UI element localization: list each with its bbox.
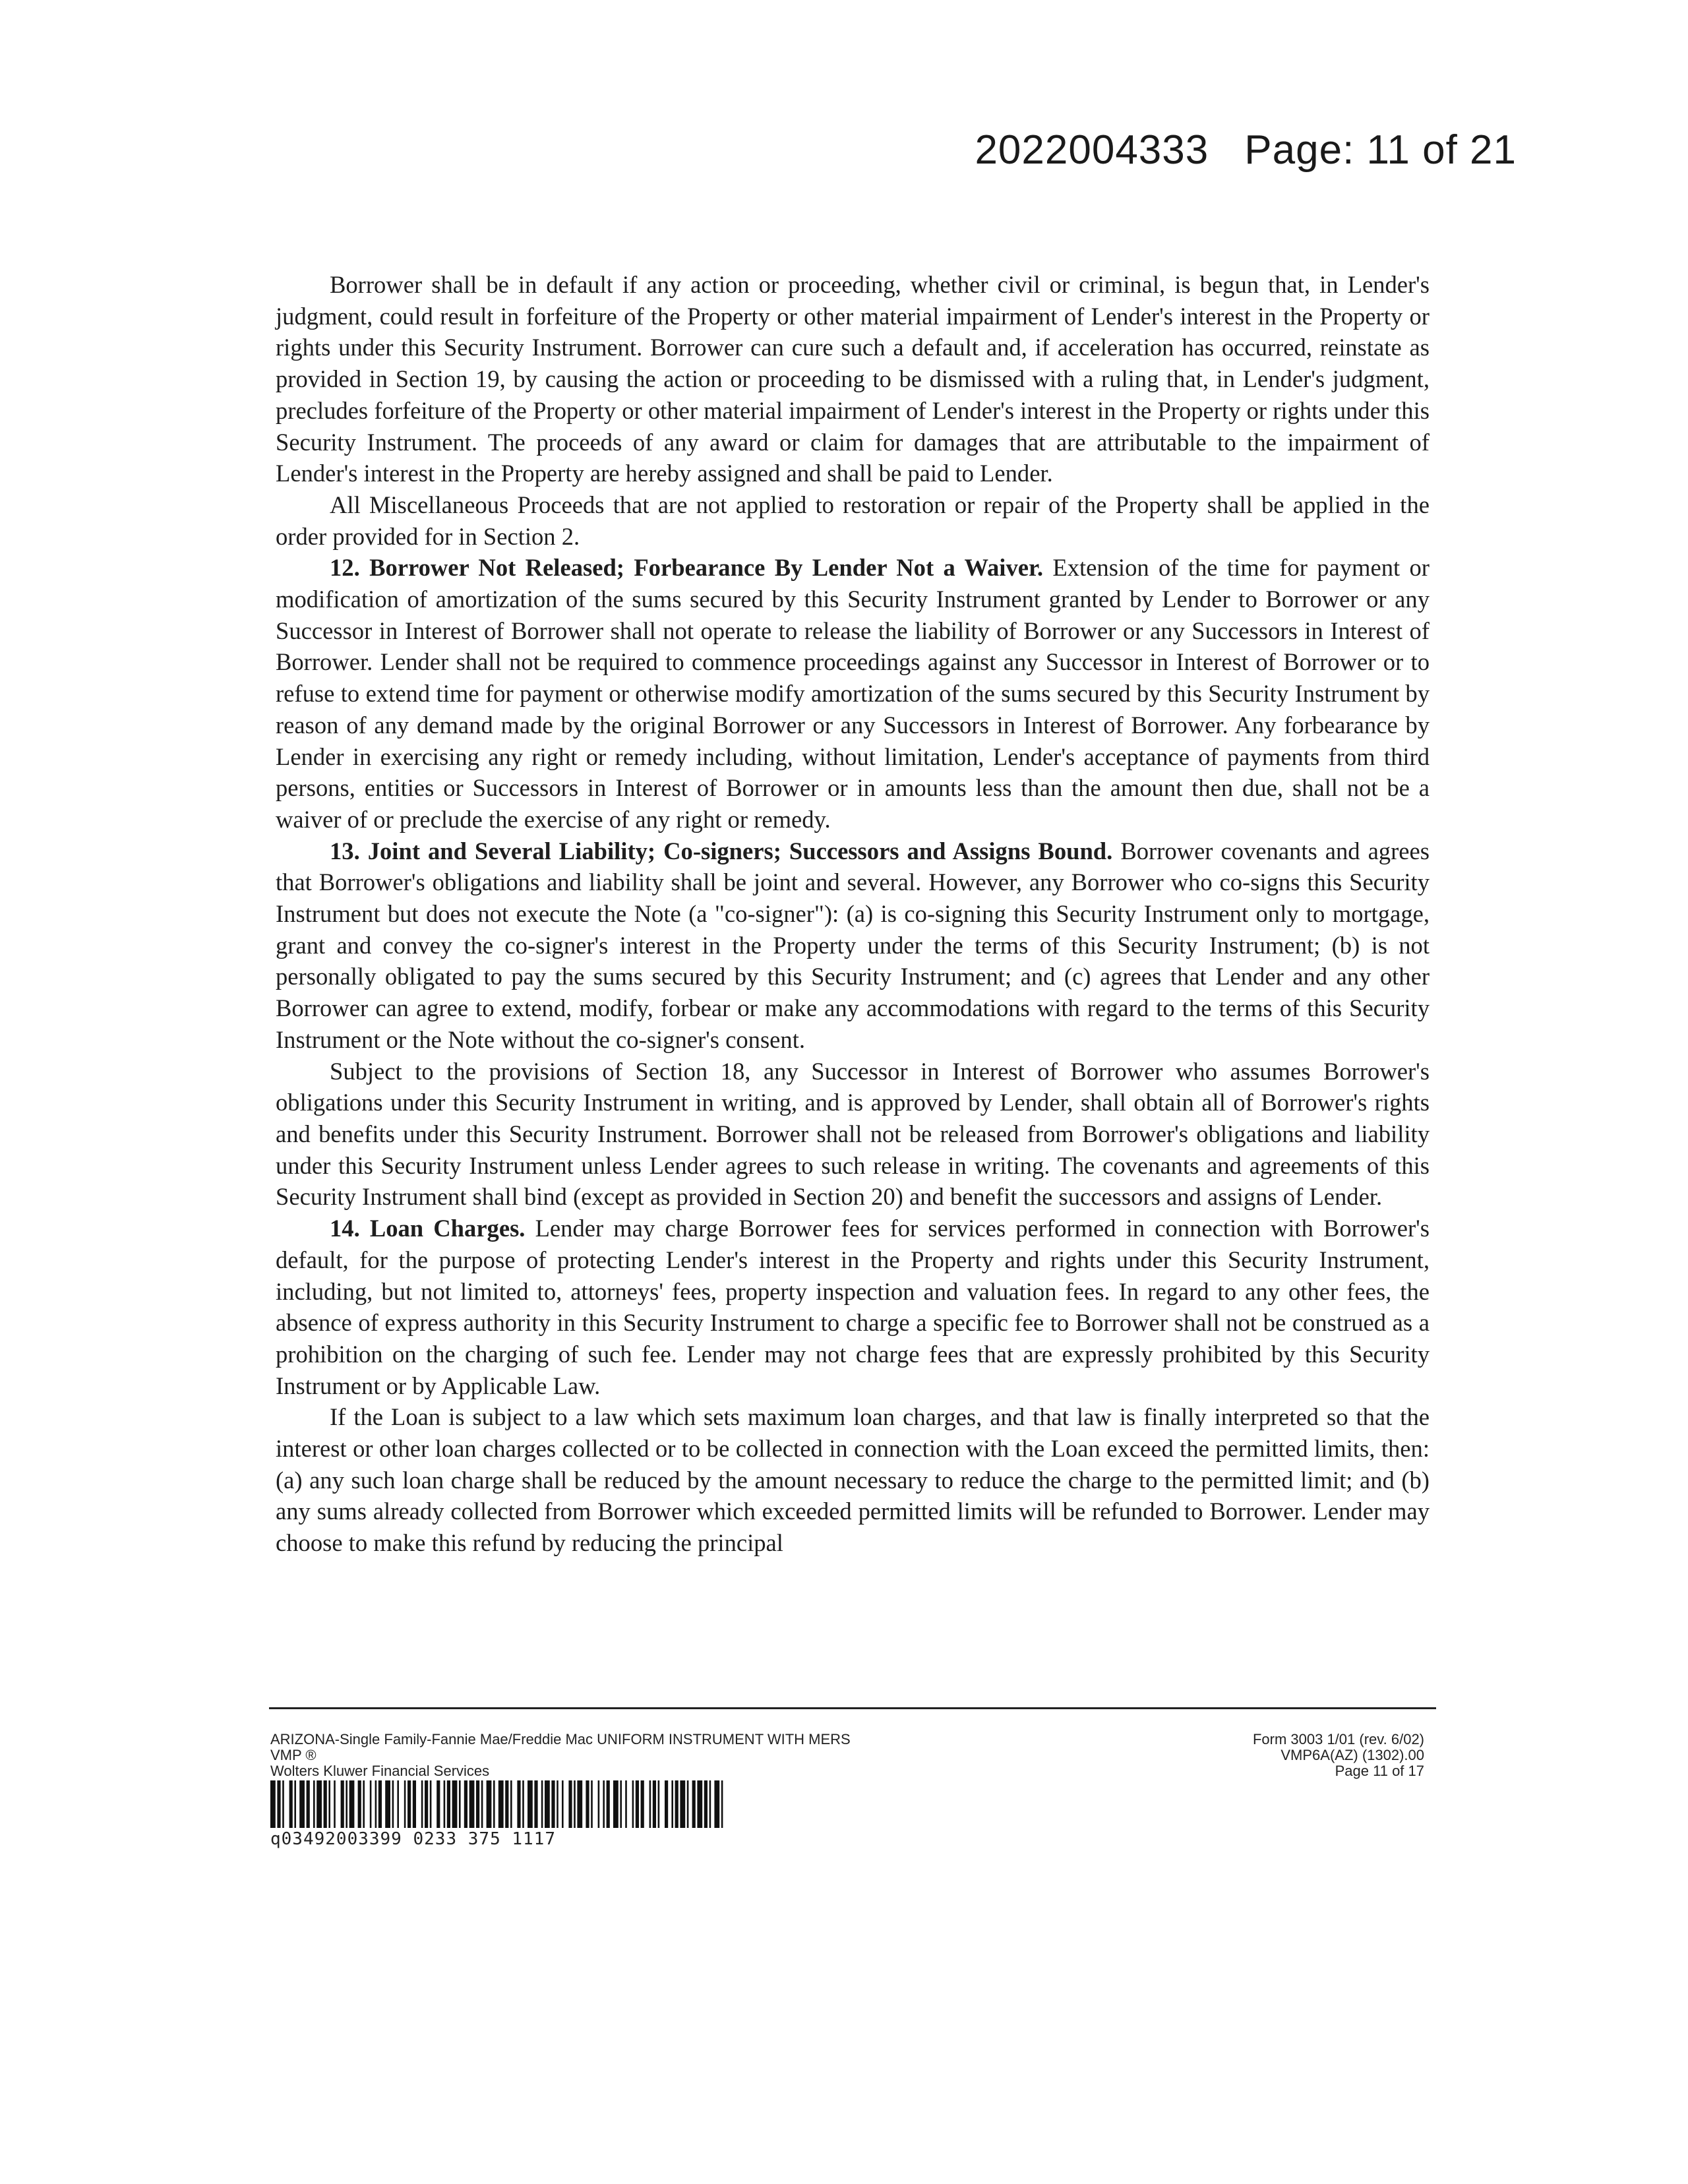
paragraph-text: Subject to the provisions of Section 18, any Successor in Interest of Borrower who assumes Borrower's obligations under this Security Instrument in writing, and is approved by Lender, shall obtain all of Borrower's rights and benefits under this Security Instrument. Borrower shall not be released from Borrower's obligations and liability under this Security Instrument unless Lender agrees to such release in writing. The covenants and agreements of this Security Instrument shall bind (except as provided in Section 20) and benefit the successors and assigns of Lender. — [276, 1057, 1430, 1211]
document-number: 2022004333 — [975, 127, 1209, 173]
barcode-number: q03492003399 0233 375 1117 — [270, 1829, 556, 1849]
form-page-label: Page 11 of 17 — [1335, 1763, 1424, 1779]
recording-header — [975, 127, 1517, 173]
paragraph-text: If the Loan is subject to a law which sets maximum loan charges, and that law is finally interpreted so that the interest or other loan charges collected or to be collected in connection with the Loan exceed the permitted limits, then: (a) any such loan charge shall be reduced by the amount necessary to reduce the charge to the permitted limit; and (b) any sums already collected from Borrower which exceeded permitted limits will be refunded to Borrower. Lender may choose to make this refund by reducing the principal — [276, 1403, 1430, 1557]
vendor-mark: VMP ® — [270, 1747, 316, 1763]
form-code: VMP6A(AZ) (1302).00 — [1281, 1747, 1424, 1763]
paragraph-text: Lender may charge Borrower fees for services performed in connection with Borrower's default, for the purpose of protecting Lender's interest in the Property and rights under this Security Instrument, including, but not limited to, attorneys' fees, property inspection and valuation fees. In regard to any other fees, the absence of express authority in this Security Instrument to charge a specific fee to Borrower shall not be construed as a prohibition on the charging of such fee. Lender may not charge fees that are expressly prohibited by this Security Instrument or by Applicable Law. — [276, 1215, 1430, 1399]
footer-divider — [269, 1707, 1436, 1709]
paragraph — [276, 552, 1430, 835]
paragraph — [276, 489, 1430, 552]
paragraph-text: All Miscellaneous Proceeds that are not applied to restoration or repair of the Property shall be applied in the order provided for in Section 2. — [276, 491, 1430, 550]
form-footer-left — [270, 1732, 851, 1779]
document-body — [276, 269, 1430, 1559]
form-footer-right — [1253, 1732, 1424, 1779]
paragraph — [276, 1213, 1430, 1401]
paragraph-text: Borrower shall be in default if any action or proceeding, whether civil or criminal, is begun that, in Lender's judgment, could result in forfeiture of the Property or other material impairment of Lender's interest in the Property or rights under this Security Instrument. Borrower can cure such a default and, if acceleration has occurred, reinstate as provided in Section 19, by causing the action or proceeding to be dismissed with a ruling that, in Lender's judgment, precludes forfeiture of the Property or other material impairment of Lender's interest in the Property or rights under this Security Instrument. The proceeds of any award or claim for damages that are attributable to the impairment of Lender's interest in the Property are hereby assigned and shall be paid to Lender. — [276, 271, 1430, 487]
form-title: ARIZONA-Single Family-Fannie Mae/Freddie Mac UNIFORM INSTRUMENT WITH MERS — [270, 1731, 851, 1747]
form-number: Form 3003 1/01 (rev. 6/02) — [1252, 1731, 1424, 1747]
publisher-name: Wolters Kluwer Financial Services — [270, 1763, 490, 1779]
barcode-image — [270, 1780, 725, 1828]
paragraph-text: Extension of the time for payment or modification of amortization of the sums secured by this Security Instrument granted by Lender to Borrower or any Successor in Interest of Borrower shall not operate to release the liability of Borrower or any Successors in Interest of Borrower. Lender shall not be required to commence proceedings against any Successor in Interest of Borrower or to refuse to extend time for payment or otherwise modify amortization of the sums secured by this Security Instrument by reason of any demand made by the original Borrower or any Successors in Interest of Borrower. Any forbearance by Lender in exercising any right or remedy including, without limitation, Lender's acceptance of payments from third persons, entities or Successors in Interest of Borrower or in amounts less than the amount then due, shall not be a waiver of or preclude the exercise of any right or remedy. — [276, 554, 1430, 833]
paragraph — [276, 835, 1430, 1056]
paragraph-heading: 12. Borrower Not Released; Forbearance By Lender Not a Waiver. — [330, 554, 1044, 582]
paragraph — [276, 1056, 1430, 1213]
paragraph-text: Borrower covenants and agrees that Borrower's obligations and liability shall be joint and several. However, any Borrower who co-signs this Security Instrument but does not execute the Note (a "co-signer"): (a) is co-signing this Security Instrument only to mortgage, grant and convey the co-signer's interest in the Property under the terms of this Security Instrument; (b) is not personally obligated to pay the sums secured by this Security Instrument; and (c) agrees that Lender and any other Borrower can agree to extend, modify, forbear or make any accommodations with regard to the terms of this Security Instrument or the Note without the co-signer's consent. — [276, 837, 1430, 1053]
page-label: Page: 11 of 21 — [1244, 127, 1517, 173]
paragraph — [276, 269, 1430, 489]
paragraph-heading: 13. Joint and Several Liability; Co-signers; Successors and Assigns Bound. — [330, 837, 1113, 864]
paragraph — [276, 1401, 1430, 1559]
paragraph-heading: 14. Loan Charges. — [330, 1215, 526, 1242]
